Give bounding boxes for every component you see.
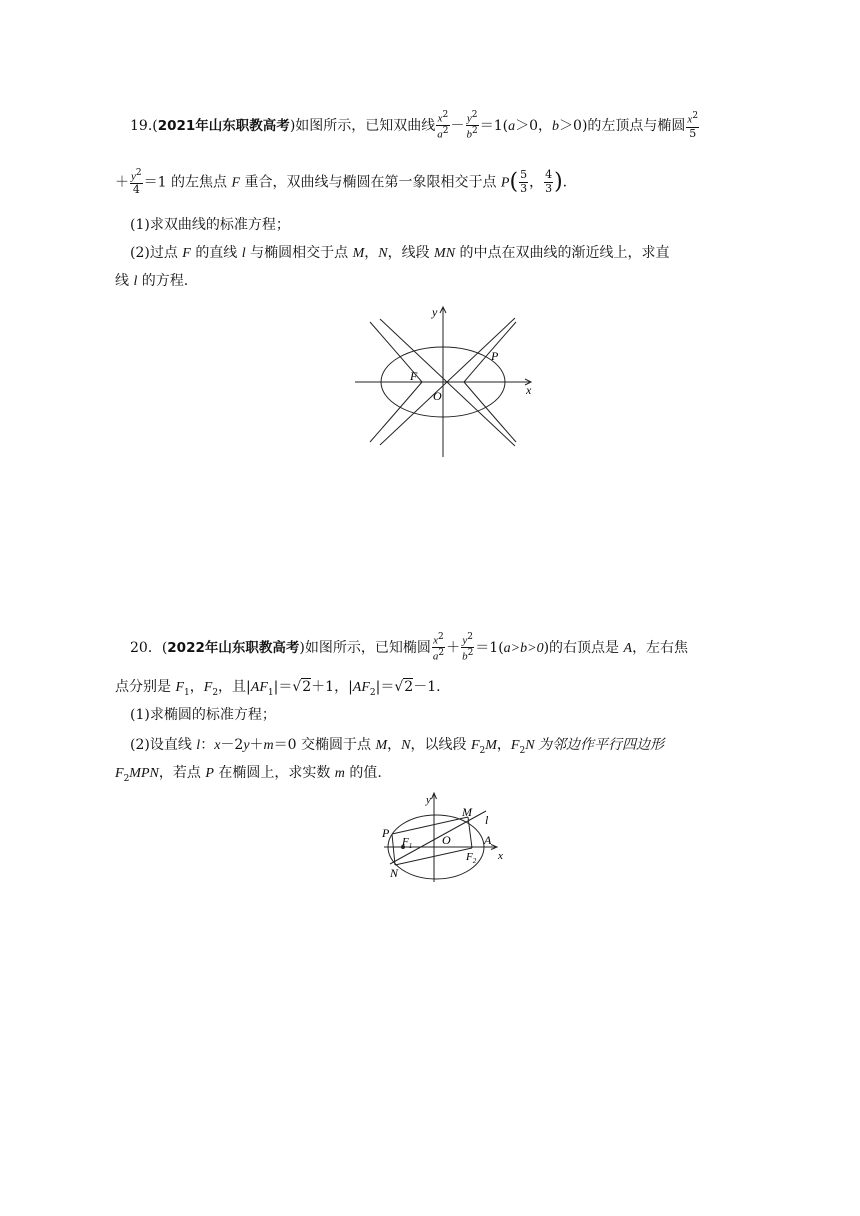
label-x: x — [526, 383, 532, 397]
label-y: y — [426, 794, 431, 806]
figure-ellipse-parallelogram — [378, 790, 518, 886]
q20-part2: (2)设直线 l：x－2y＋m＝0 交椭圆于点 M，N，以线段 $F_2M$，$F_2N$ 为邻边作平行四边形 — [130, 737, 665, 756]
fraction: $\frac{x^2}{a^2}$ — [432, 632, 445, 663]
label-O: O — [442, 833, 451, 847]
q20-line1: 20．(2022年山东职教高考)如图所示，已知椭圆 $\frac{x^2}{a^2}$ ＋ $\frac{y^2}{b^2}$ ＝1(a>b>0)的右顶点是 A，左右焦 — [130, 632, 689, 663]
label-P: P — [382, 826, 390, 840]
label-x: x — [498, 850, 503, 862]
question-number: 19.( — [130, 117, 158, 134]
q20-part1: (1)求椭圆的标准方程； — [130, 707, 276, 723]
label-O: O — [433, 389, 442, 403]
q19-line2: ＋ $\frac{y^2}{4}$ ＝1 的左焦点 F 重合，双曲线与椭圆在第一象限相交于点 P( $\frac{5}{3}$ ， $\frac{4}{3}$ ). — [115, 168, 568, 197]
fraction: $\frac{y^2}{4}$ — [131, 168, 142, 197]
label-P: P — [491, 349, 499, 363]
source-label: 2021年山东职教高考 — [157, 117, 290, 134]
label-y: y — [432, 305, 438, 319]
q19-part2: (2)过点 F 的直线 l 与椭圆相交于点 M，N，线段 MN 的中点在双曲线的渐近线上，求直 — [130, 245, 670, 261]
q20-part2-cont: $F_2MPN$，若点 P 在椭圆上，求实数 m 的值. — [115, 765, 382, 784]
q20-line2: 点分别是 $F_1$，$F_2$，且$|AF_1|=√2+1$，$|AF_2|=√2-1$. — [115, 679, 441, 698]
question-number: 20．( — [130, 639, 168, 656]
q19-line1: 19.(2021年山东职教高考)如图所示，已知双曲线 $\frac{x^2}{a^2}$ － $\frac{y^2}{b^2}$ ＝1(a＞0，b＞0)的左顶点与椭圆 $\frac{x^2}{5}$ — [130, 110, 699, 141]
fraction: $\frac{y^2}{b^2}$ — [466, 110, 478, 141]
label-F2: $F_2$ — [466, 851, 477, 865]
label-F1: $F_1$ — [402, 836, 413, 850]
label-l: l — [485, 813, 489, 827]
label-F: F — [410, 369, 418, 383]
label-A: A — [484, 833, 492, 847]
fraction: $\frac{x^2}{a^2}$ — [437, 110, 449, 141]
label-M: M — [462, 805, 472, 819]
fraction: $\frac{y^2}{b^2}$ — [462, 632, 474, 663]
figure-hyperbola-ellipse — [350, 302, 540, 462]
q19-part2-cont: 线 l 的方程. — [115, 273, 189, 289]
q19-part1: (1)求双曲线的标准方程； — [130, 217, 290, 233]
source-label: 2022年山东职教高考 — [167, 639, 300, 656]
segment-PM — [392, 817, 468, 834]
fraction: $\frac{x^2}{5}$ — [687, 111, 699, 140]
segment-F2M — [468, 817, 472, 848]
label-N: N — [390, 866, 399, 880]
